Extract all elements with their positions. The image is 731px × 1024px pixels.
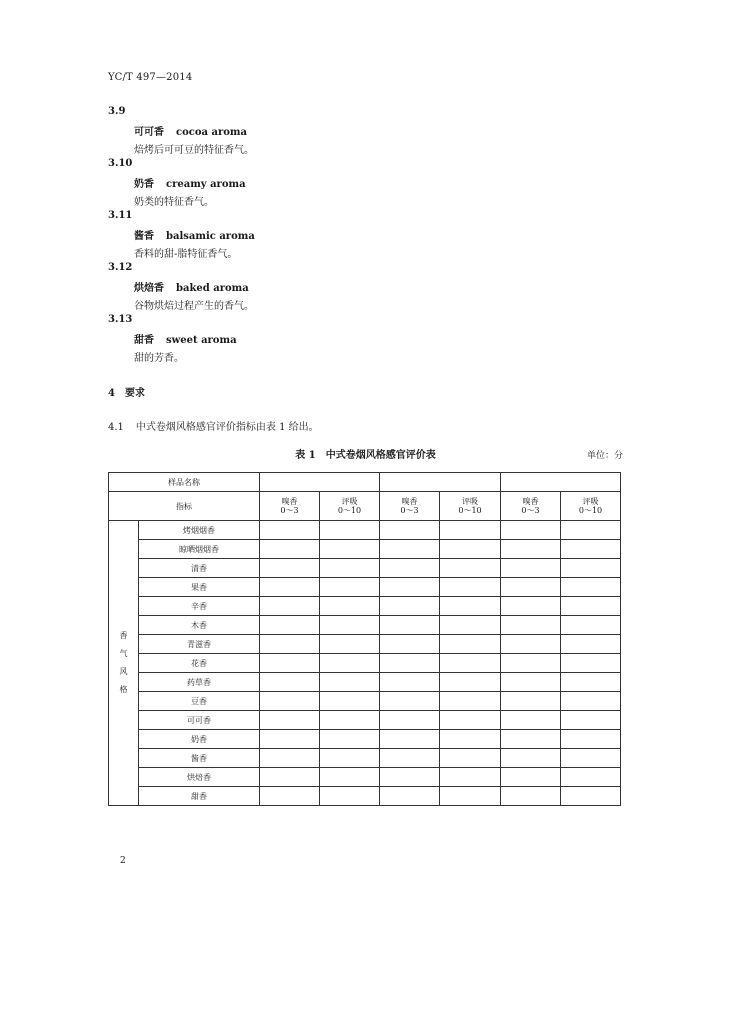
column-range: 0～3	[400, 506, 419, 515]
term-name	[134, 279, 249, 294]
term-name	[134, 227, 255, 242]
score-cell[interactable]	[320, 521, 380, 540]
aroma-style-char: 香	[119, 631, 128, 640]
aroma-style-label	[109, 521, 139, 806]
score-cell[interactable]	[320, 559, 380, 578]
aroma-indicator: 晾晒烟烟香	[139, 540, 260, 559]
score-cell[interactable]	[501, 673, 561, 692]
term-definition: 甜的芳香。	[134, 353, 184, 364]
aroma-indicator: 烘焙香	[139, 768, 260, 787]
aroma-indicator: 甜香	[139, 787, 260, 806]
score-cell[interactable]	[501, 635, 561, 654]
term-en: creamy aroma	[166, 179, 246, 190]
sample-cell[interactable]	[501, 473, 621, 492]
aroma-style-char: 风	[119, 667, 128, 676]
column-range: 0～3	[521, 506, 540, 515]
column-title: 嗅香	[401, 497, 418, 506]
score-cell[interactable]	[501, 654, 561, 673]
score-cell[interactable]	[260, 597, 320, 616]
term-en: baked aroma	[176, 283, 249, 294]
score-cell[interactable]	[561, 711, 621, 730]
term-zh: 奶香	[134, 179, 154, 190]
clause-text: 中式卷烟风格感官评价指标由表 1 给出。	[135, 422, 319, 433]
score-cell[interactable]	[440, 711, 501, 730]
score-cell[interactable]	[440, 521, 501, 540]
aroma-style-char: 格	[119, 685, 128, 694]
column-header	[561, 492, 621, 521]
score-cell[interactable]	[440, 540, 501, 559]
term-number: 3.13	[108, 314, 133, 325]
score-cell[interactable]	[260, 711, 320, 730]
aroma-indicator: 果香	[139, 578, 260, 597]
term-definition: 谷物烘焙过程产生的香气。	[134, 301, 254, 312]
score-cell[interactable]	[561, 597, 621, 616]
table-row	[109, 768, 621, 787]
score-cell[interactable]	[380, 578, 440, 597]
score-cell[interactable]	[440, 597, 501, 616]
term-number: 3.9	[108, 106, 126, 117]
table-row	[109, 711, 621, 730]
term-en: cocoa aroma	[176, 127, 247, 138]
score-cell[interactable]	[440, 768, 501, 787]
evaluation-table	[108, 472, 621, 806]
column-title: 嗅香	[281, 497, 298, 506]
table-row	[109, 692, 621, 711]
term-en: sweet aroma	[166, 335, 237, 346]
score-cell[interactable]	[380, 654, 440, 673]
aroma-indicator: 木香	[139, 616, 260, 635]
column-range: 0～10	[337, 506, 362, 515]
column-header	[380, 492, 440, 521]
section-title: 要求	[124, 388, 145, 399]
score-cell[interactable]	[561, 635, 621, 654]
table-row	[109, 673, 621, 692]
score-cell[interactable]	[440, 787, 501, 806]
clause	[108, 418, 319, 433]
score-cell[interactable]	[561, 673, 621, 692]
score-cell[interactable]	[260, 616, 320, 635]
score-cell[interactable]	[320, 787, 380, 806]
score-cell[interactable]	[260, 635, 320, 654]
term-number: 3.11	[108, 210, 133, 221]
score-cell[interactable]	[561, 654, 621, 673]
score-cell[interactable]	[501, 787, 561, 806]
score-cell[interactable]	[501, 711, 561, 730]
table-row	[109, 787, 621, 806]
aroma-indicator: 辛香	[139, 597, 260, 616]
score-cell[interactable]	[380, 673, 440, 692]
term-zh: 甜香	[134, 335, 154, 346]
aroma-indicator: 奶香	[139, 730, 260, 749]
column-title: 评吸	[462, 497, 478, 506]
column-range: 0～3	[280, 506, 299, 515]
table-row	[109, 578, 621, 597]
score-cell[interactable]	[561, 692, 621, 711]
score-cell[interactable]	[320, 578, 380, 597]
clause-number: 4.1	[108, 422, 124, 433]
column-title: 嗅香	[522, 497, 539, 506]
score-cell[interactable]	[320, 730, 380, 749]
term-zh: 酱香	[134, 231, 154, 242]
term-en: balsamic aroma	[166, 231, 255, 242]
score-cell[interactable]	[260, 749, 320, 768]
aroma-indicator: 豆香	[139, 692, 260, 711]
section-heading	[108, 384, 145, 399]
score-cell[interactable]	[380, 711, 440, 730]
score-cell[interactable]	[561, 616, 621, 635]
score-cell[interactable]	[501, 540, 561, 559]
score-cell[interactable]	[380, 635, 440, 654]
term-number: 3.12	[108, 262, 133, 273]
score-cell[interactable]	[260, 521, 320, 540]
score-cell[interactable]	[260, 730, 320, 749]
term-definition: 奶类的特征香气。	[134, 197, 214, 208]
score-cell[interactable]	[320, 616, 380, 635]
score-cell[interactable]	[380, 787, 440, 806]
score-cell[interactable]	[380, 768, 440, 787]
table-row	[109, 635, 621, 654]
score-cell[interactable]	[380, 559, 440, 578]
score-cell[interactable]	[501, 559, 561, 578]
score-cell[interactable]	[260, 673, 320, 692]
score-cell[interactable]	[501, 578, 561, 597]
aroma-indicator: 药草香	[139, 673, 260, 692]
score-cell[interactable]	[561, 559, 621, 578]
aroma-indicator: 青滋香	[139, 635, 260, 654]
score-cell[interactable]	[320, 654, 380, 673]
table-header-row	[109, 473, 621, 492]
score-cell[interactable]	[320, 597, 380, 616]
table-row	[109, 597, 621, 616]
score-cell[interactable]	[501, 597, 561, 616]
term-name	[134, 123, 247, 138]
score-cell[interactable]	[561, 768, 621, 787]
sample-name-header: 样品名称	[109, 473, 260, 492]
column-header	[440, 492, 501, 521]
term-name	[134, 331, 237, 346]
aroma-indicator: 可可香	[139, 711, 260, 730]
term-name	[134, 175, 246, 190]
score-cell[interactable]	[320, 673, 380, 692]
table-caption-number: 表 1	[295, 450, 316, 461]
table-row	[109, 540, 621, 559]
table-unit: 单位：分	[586, 451, 623, 461]
aroma-indicator: 烤烟烟香	[139, 521, 260, 540]
score-cell[interactable]	[320, 540, 380, 559]
score-cell[interactable]	[260, 692, 320, 711]
score-cell[interactable]	[561, 540, 621, 559]
score-cell[interactable]	[380, 692, 440, 711]
column-title: 评吸	[341, 497, 358, 506]
score-cell[interactable]	[320, 768, 380, 787]
table-row	[109, 749, 621, 768]
sample-cell[interactable]	[260, 473, 380, 492]
score-cell[interactable]	[260, 654, 320, 673]
score-cell[interactable]	[440, 654, 501, 673]
score-cell[interactable]	[380, 749, 440, 768]
table-row	[109, 730, 621, 749]
table-row	[109, 654, 621, 673]
score-cell[interactable]	[561, 521, 621, 540]
sample-cell[interactable]	[380, 473, 501, 492]
term-definition: 香料的甜-脂特征香气。	[134, 249, 238, 260]
score-cell[interactable]	[320, 749, 380, 768]
score-cell[interactable]	[501, 616, 561, 635]
score-cell[interactable]	[440, 749, 501, 768]
aroma-indicator: 酱香	[139, 749, 260, 768]
column-header	[501, 492, 561, 521]
aroma-indicator: 清香	[139, 559, 260, 578]
score-cell[interactable]	[501, 768, 561, 787]
score-cell[interactable]	[260, 578, 320, 597]
aroma-style-char: 气	[119, 649, 128, 658]
score-cell[interactable]	[320, 711, 380, 730]
score-cell[interactable]	[260, 768, 320, 787]
score-cell[interactable]	[561, 730, 621, 749]
table-row	[109, 559, 621, 578]
score-cell[interactable]	[380, 730, 440, 749]
score-cell[interactable]	[501, 521, 561, 540]
page-number: 2	[120, 856, 126, 866]
score-cell[interactable]	[561, 787, 621, 806]
table-caption-title: 中式卷烟风格感官评价表	[325, 450, 436, 461]
score-cell[interactable]	[440, 616, 501, 635]
score-cell[interactable]	[440, 730, 501, 749]
term-number: 3.10	[108, 158, 133, 169]
indicator-header: 指标	[109, 492, 260, 521]
column-title: 评吸	[582, 497, 599, 506]
section-number: 4	[108, 388, 115, 399]
score-cell[interactable]	[501, 749, 561, 768]
score-cell[interactable]	[380, 616, 440, 635]
score-cell[interactable]	[320, 635, 380, 654]
table-row	[109, 616, 621, 635]
score-cell[interactable]	[440, 635, 501, 654]
column-header	[260, 492, 320, 521]
score-cell[interactable]	[380, 540, 440, 559]
aroma-indicator: 花香	[139, 654, 260, 673]
score-cell[interactable]	[260, 787, 320, 806]
score-cell[interactable]	[440, 692, 501, 711]
term-zh: 可可香	[134, 127, 164, 138]
term-zh: 烘焙香	[134, 283, 164, 294]
table-header-row	[109, 492, 621, 521]
score-cell[interactable]	[260, 540, 320, 559]
score-cell[interactable]	[440, 673, 501, 692]
score-cell[interactable]	[320, 692, 380, 711]
score-cell[interactable]	[260, 559, 320, 578]
score-cell[interactable]	[380, 521, 440, 540]
score-cell[interactable]	[440, 578, 501, 597]
score-cell[interactable]	[501, 730, 561, 749]
score-cell[interactable]	[561, 749, 621, 768]
column-header	[320, 492, 380, 521]
table-body	[109, 521, 621, 806]
score-cell[interactable]	[380, 597, 440, 616]
standard-code: YC/T 497—2014	[108, 72, 193, 83]
score-cell[interactable]	[561, 578, 621, 597]
column-range: 0～10	[458, 506, 482, 515]
score-cell[interactable]	[440, 559, 501, 578]
column-range: 0～10	[578, 506, 603, 515]
score-cell[interactable]	[501, 692, 561, 711]
table-row	[109, 521, 621, 540]
term-definition: 焙烤后可可豆的特征香气。	[134, 145, 254, 156]
